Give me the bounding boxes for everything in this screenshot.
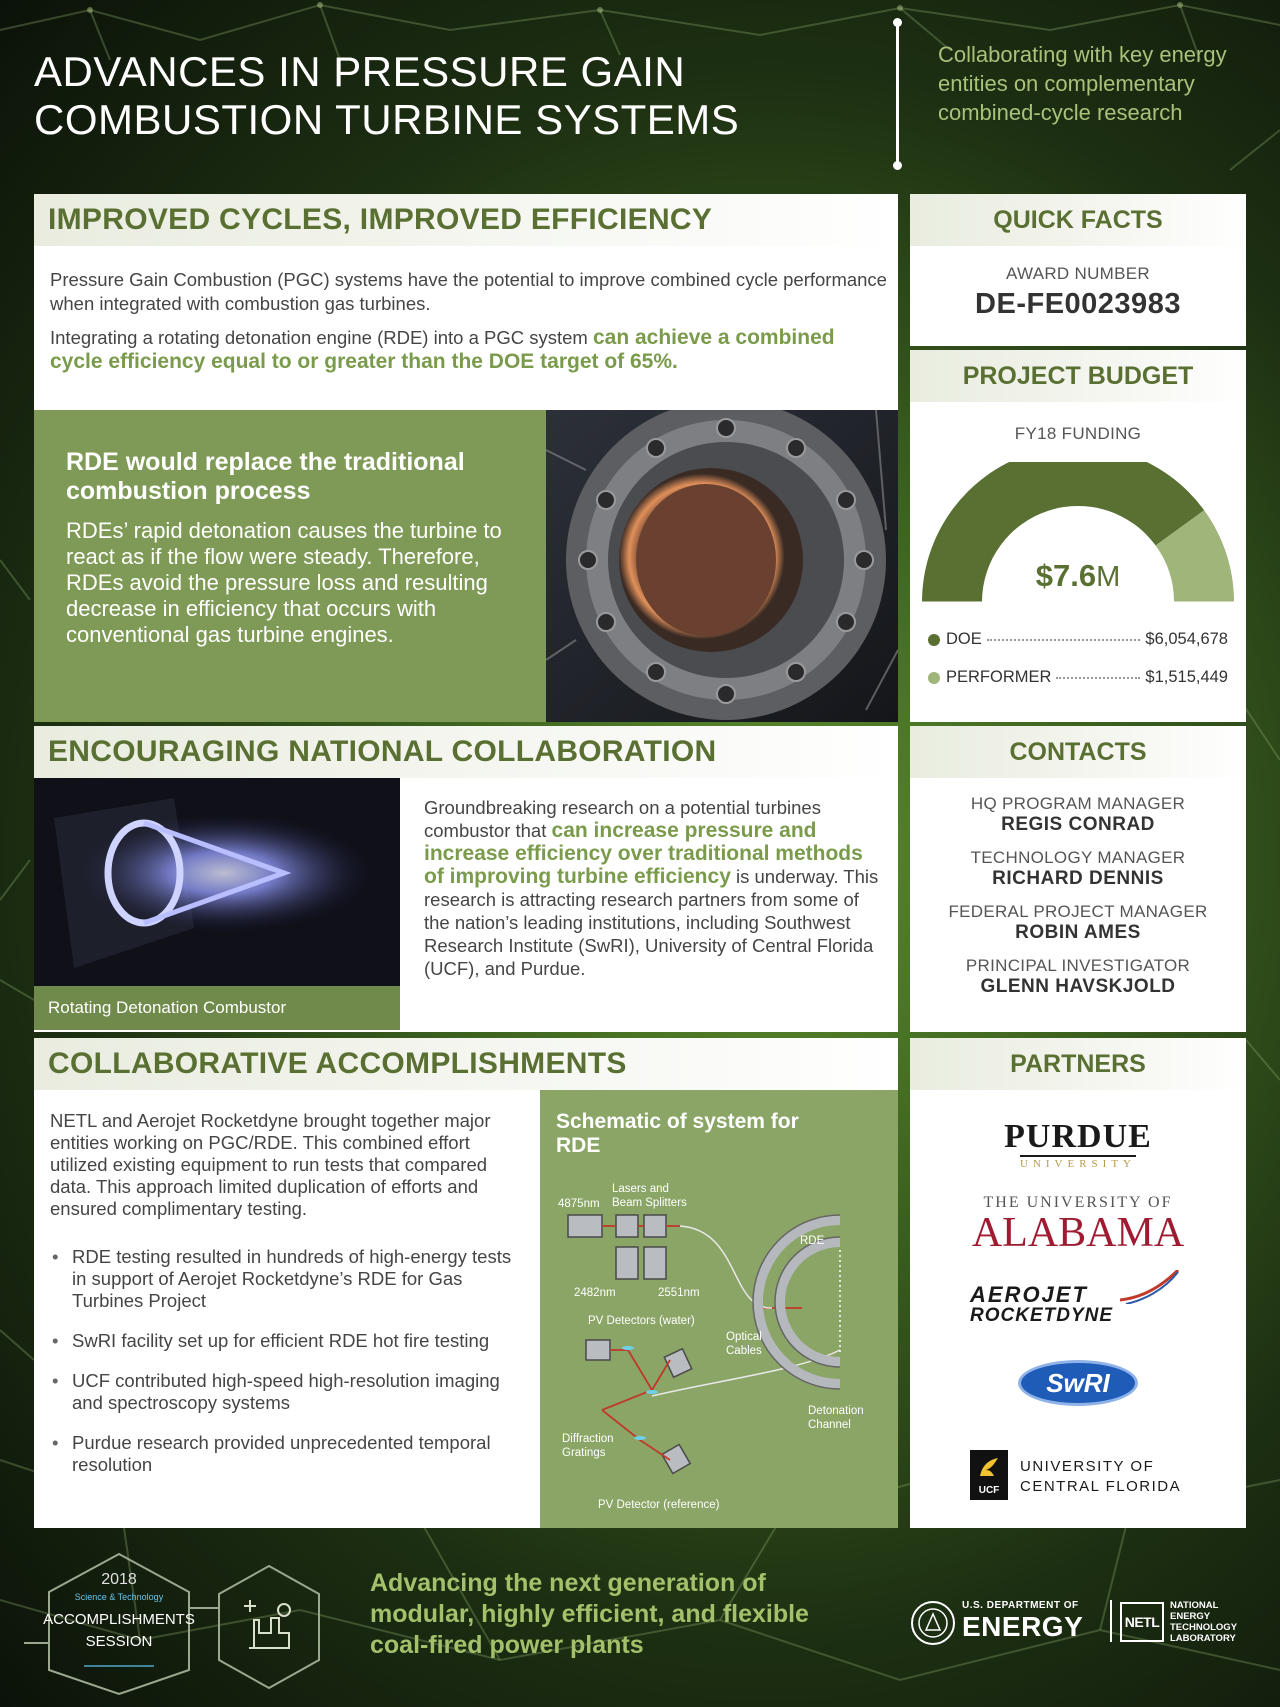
badge-line2: SESSION: [85, 1633, 153, 1650]
callout-text: RDEs’ rapid detonation causes the turbine to react as if the flow were steady. Therefore, RDEs avoid the pressure loss and resulting decrease in efficiency that occurs with conventional gas turbine engines.: [66, 518, 502, 647]
doe-label: DOE: [946, 630, 982, 648]
netl-line2: ENERGY: [1170, 1611, 1211, 1622]
doe-amount: $6,054,678: [1145, 630, 1228, 648]
rde-engine-photo: [546, 410, 898, 722]
footer-tagline: Advancing the next generation of modular, highly efficient, and flexible coal-fired power plants: [370, 1569, 809, 1659]
beam-splitter-box: [616, 1215, 638, 1237]
efficiency-paragraph: [50, 326, 890, 374]
accomplishments-list: [50, 1246, 530, 1476]
combustor-caption: Rotating Detonation Combustor: [34, 986, 400, 1030]
ucf-badge-text: UCF: [978, 1485, 1000, 1496]
section-heading: ENCOURAGING NATIONAL COLLABORATION: [34, 726, 898, 778]
netl-mark: NETL: [1120, 1602, 1164, 1642]
badge-subtitle: Science & Technology: [74, 1592, 164, 1602]
label-diffraction-2: Gratings: [562, 1447, 606, 1459]
aerojet-line2: ROCKETDYNE: [970, 1305, 1114, 1326]
laser-4875-box: [568, 1215, 602, 1237]
contact-list: [910, 778, 1246, 998]
pv-detector-reference-box: [662, 1444, 690, 1473]
title-line-2: COMBUSTION TURBINE SYSTEMS: [34, 96, 740, 143]
ucf-logo: [970, 1450, 1210, 1500]
collab-text-highlight: can increase pressure and increase efficiency over traditional methods of improving turbine efficiency: [424, 819, 863, 888]
doe-seal-icon: [910, 1600, 956, 1646]
netl-line4: LABORATORY: [1170, 1633, 1236, 1644]
callout-title: RDE would replace the traditional combustion process: [66, 448, 465, 505]
funding-label: FY18 FUNDING: [1014, 424, 1142, 443]
list-item: • Purdue research provided unprecedented temporal resolution: [50, 1432, 530, 1476]
budget-total: [910, 558, 1246, 594]
netl-name: [1170, 1600, 1237, 1644]
budget-total-unit: M: [1096, 561, 1121, 593]
performer-leader: [1056, 677, 1140, 679]
purdue-logo: [910, 1120, 1246, 1172]
legend-performer: [928, 668, 1228, 687]
doe-leader: [987, 639, 1141, 641]
partners-panel: [910, 1038, 1246, 1528]
contact-item: [910, 848, 1246, 890]
header-divider: [896, 22, 899, 166]
purdue-sub: UNIVERSITY: [1020, 1155, 1136, 1170]
list-item: • RDE testing resulted in hundreds of high-energy tests in support of Aerojet Rocketdyne’s RDE for Gas Turbines Project: [50, 1246, 530, 1312]
schematic-diagram: [540, 1090, 898, 1528]
netl-logo: [1120, 1598, 1260, 1648]
list-item: • SwRI facility set up for efficient RDE hot fire testing: [50, 1330, 530, 1352]
legend-doe: [928, 630, 1228, 649]
quick-facts-heading: QUICK FACTS: [910, 194, 1246, 246]
doe-logo: [910, 1598, 1110, 1648]
netl-line1: NATIONAL: [1170, 1600, 1219, 1611]
label-lasers-2: Beam Splitters: [612, 1197, 687, 1209]
alabama-top: THE UNIVERSITY OF: [983, 1194, 1173, 1211]
footer-logo-divider: [1110, 1600, 1112, 1642]
contact-role: FEDERAL PROJECT MANAGER: [948, 902, 1208, 921]
purdue-name: PURDUE: [1004, 1118, 1152, 1155]
contacts-heading: CONTACTS: [910, 726, 1246, 778]
ucf-line2: CENTRAL FLORIDA: [1020, 1478, 1182, 1495]
power-plant-icon: [244, 1600, 290, 1648]
doe-small-text: U.S. DEPARTMENT OF: [962, 1600, 1079, 1611]
award-number: DE-FE0023983: [975, 288, 1181, 320]
laser-2482-box: [616, 1247, 638, 1279]
contact-name: RICHARD DENNIS: [992, 868, 1164, 889]
beam-splitter-box: [644, 1215, 666, 1237]
title-line-1: ADVANCES IN PRESSURE GAIN: [34, 48, 686, 95]
pegasus-icon: [976, 1454, 1002, 1480]
label-2551nm: 2551nm: [658, 1287, 700, 1299]
label-2482nm: 2482nm: [574, 1287, 616, 1299]
schematic-panel: [540, 1090, 898, 1528]
quick-facts-panel: [910, 194, 1246, 346]
alabama-name: ALABAMA: [971, 1210, 1185, 1256]
label-rde: RDE: [800, 1235, 825, 1247]
accomplishments-badge: [24, 1548, 354, 1698]
ucf-line1: UNIVERSITY OF: [1020, 1458, 1155, 1475]
contacts-panel: [910, 726, 1246, 1032]
collab-text-plain-1: Groundbreaking research on a potential turbines combustor that: [424, 797, 821, 841]
laser-2551-box: [644, 1247, 666, 1279]
combustor-photo: [34, 778, 400, 986]
rde-callout: [34, 410, 546, 722]
performer-label: PERFORMER: [946, 668, 1052, 686]
label-detonation-2: Channel: [808, 1419, 851, 1431]
contact-name: GLENN HAVSKJOLD: [980, 976, 1176, 997]
pv-detector-box: [586, 1340, 610, 1360]
alabama-logo: [910, 1194, 1246, 1254]
efficiency-text-plain: Integrating a rotating detonation engine (RDE) into a PGC system: [50, 327, 588, 348]
efficiency-text-highlight: can achieve a combined cycle efficiency equal to or greater than the DOE target of 65%.: [50, 326, 835, 373]
accomplishments-intro: NETL and Aerojet Rocketdyne brought together major entities working on PGC/RDE. This combined effort utilized existing equipment to run tests that compared data. This approach limited duplication of efforts and ensured complimentary testing.: [50, 1110, 491, 1219]
collaboration-paragraph: [424, 796, 884, 980]
swri-logo: [1018, 1360, 1138, 1406]
ucf-badge: [970, 1450, 1008, 1500]
header-tagline: Collaborating with key energy entities on complementary combined-cycle research: [938, 42, 1227, 125]
award-label: AWARD NUMBER: [1005, 264, 1150, 283]
aerojet-rocket-icon: [1120, 1270, 1180, 1304]
performer-dot-icon: [928, 672, 940, 684]
label-lasers-1: Lasers and: [612, 1183, 669, 1195]
page-title: [34, 48, 864, 144]
label-diffraction-1: Diffraction: [562, 1433, 614, 1445]
netl-line3: TECHNOLOGY: [1170, 1622, 1238, 1633]
collab-text-plain-2: is underway. This research is attracting research partners from some of the nation’s leading institutions, including Southwest Research Institute (SwRI), University of Central Florida (UCF), and Purdue.: [424, 866, 879, 979]
label-4875nm: 4875nm: [558, 1198, 600, 1210]
aerojet-logo: [970, 1284, 1190, 1326]
doe-dot-icon: [928, 634, 940, 646]
contact-role: TECHNOLOGY MANAGER: [970, 848, 1186, 867]
budget-total-number: $7.6: [1035, 558, 1097, 593]
label-pv-water: PV Detectors (water): [588, 1315, 695, 1327]
performer-amount: $1,515,449: [1145, 668, 1228, 686]
label-detonation-1: Detonation: [808, 1405, 864, 1417]
budget-gauge-chart: [910, 462, 1246, 642]
budget-heading: PROJECT BUDGET: [910, 350, 1246, 402]
schematic-title: Schematic of system for RDE: [556, 1110, 799, 1157]
contact-role: PRINCIPAL INVESTIGATOR: [965, 956, 1191, 975]
contact-item: [910, 956, 1246, 998]
swri-text: SwRI: [1046, 1368, 1110, 1398]
doe-big-text: ENERGY: [962, 1611, 1084, 1642]
aerojet-line1: AEROJET: [970, 1282, 1088, 1307]
contact-role: HQ PROGRAM MANAGER: [970, 794, 1186, 813]
contact-item: [910, 902, 1246, 944]
contact-name: ROBIN AMES: [1015, 922, 1141, 943]
list-item: • UCF contributed high-speed high-resolution imaging and spectroscopy systems: [50, 1370, 530, 1414]
project-budget-panel: [910, 350, 1246, 722]
intro-paragraph: Pressure Gain Combustion (PGC) systems have the potential to improve combined cycle performance when integrated with combustion gas turbines.: [50, 269, 887, 314]
badge-year: 2018: [101, 1571, 137, 1588]
contact-item: [910, 794, 1246, 836]
label-optical-1: Optical: [726, 1331, 762, 1343]
section-heading: COLLABORATIVE ACCOMPLISHMENTS: [34, 1038, 898, 1090]
badge-line1: ACCOMPLISHMENTS: [43, 1611, 195, 1628]
label-optical-2: Cables: [726, 1345, 762, 1357]
label-pv-reference: PV Detector (reference): [598, 1499, 720, 1511]
contact-name: REGIS CONRAD: [1001, 814, 1155, 835]
partners-heading: PARTNERS: [910, 1038, 1246, 1090]
section-heading: IMPROVED CYCLES, IMPROVED EFFICIENCY: [34, 194, 898, 246]
